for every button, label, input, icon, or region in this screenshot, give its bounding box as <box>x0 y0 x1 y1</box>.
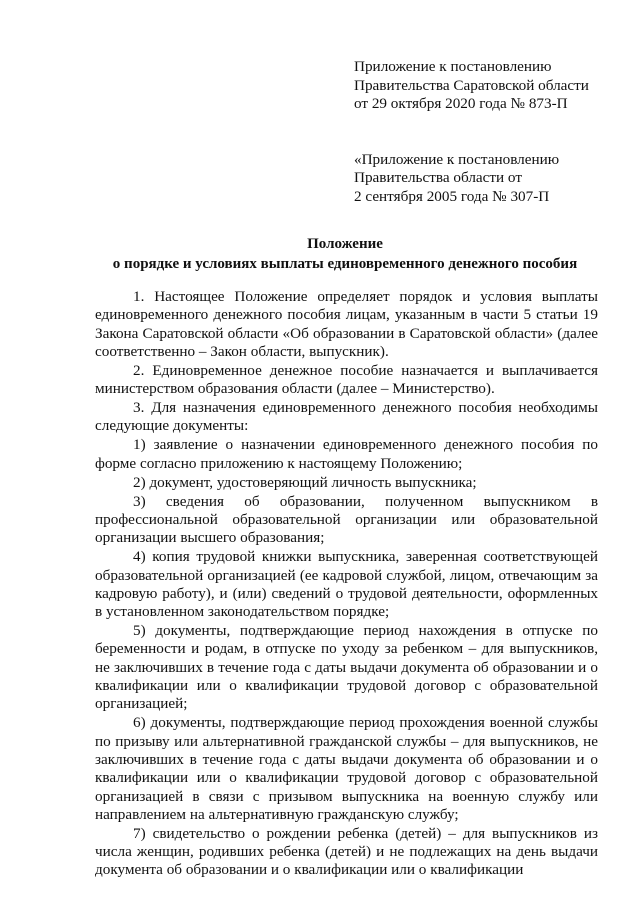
appendix-line: от 29 октября 2020 года № 873-П <box>354 95 568 112</box>
title-subheading: о порядке и условиях выплаты единовременного денежного пособия <box>112 256 578 272</box>
document-title <box>95 234 595 274</box>
document-body <box>95 288 598 880</box>
appendix-header <box>354 58 614 206</box>
appendix-line: Правительства Саратовской области <box>354 76 589 94</box>
appendix-line: Приложение к постановлению <box>354 58 552 75</box>
list-item-paragraph: 4) копия трудовой книжки выпускника, заверенная соответствующей образовательной организацией (ее кадровой службой, лицом, отвечающим за кадровую работу), и (или) сведений о трудовой деятельности, оформленных в установленном законодательством порядке; <box>95 548 598 621</box>
list-item-paragraph: 3) сведения об образовании, полученном выпускником в профессиональной образовательной организации или образовательной организации высшего образования; <box>95 492 598 547</box>
previous-appendix-line: «Приложение к постановлению <box>354 150 560 168</box>
paragraph: 2. Единовременное денежное пособие назначается и выплачивается министерством образования области (далее – Министерство). <box>95 361 598 398</box>
title-heading: Положение <box>307 236 383 252</box>
previous-appendix-line: 2 сентября 2005 года № 307-П <box>354 187 550 205</box>
list-item-paragraph: 7) свидетельство о рождении ребенка (детей) – для выпускников из числа женщин, родивших ребенка (детей) и не подлежащих на день выдачи документа об образовании и о квалификации или о квалификации <box>95 824 598 879</box>
previous-appendix-line: Правительства области от <box>354 169 522 186</box>
list-item-paragraph: 2) документ, удостоверяющий личность выпускника; <box>133 473 477 491</box>
paragraph: 3. Для назначения единовременного денежного пособия необходимы следующие документы: <box>95 399 598 435</box>
list-item-paragraph: 5) документы, подтверждающие период нахождения в отпуске по беременности и родам, в отпуске по уходу за ребенком – для выпускников, не заключивших в течение года с даты выдачи документа об образовании и о квалификации или о квалификации трудовой договор с образовательной организацией; <box>95 622 598 713</box>
paragraph: 1. Настоящее Положение определяет порядок и условия выплаты единовременного денежного пособия лицам, указанным в части 5 статьи 19 Закона Саратовской области «Об образовании в Саратовской области» (далее соответственно – Закон области, выпускник). <box>95 288 598 360</box>
previous-appendix-reference <box>354 151 614 207</box>
list-item-paragraph: 6) документы, подтверждающие период прохождения военной службы по призыву или альтернативной гражданской службы – для выпускников, не заключивших в течение года с даты выдачи документа об образовании и о квалификации или о квалификации трудовой договор с образовательной организацией в связи с призывом выпускника на военную службу или направлением на альтернативную гражданскую службу; <box>95 714 598 823</box>
appendix-reference <box>354 58 614 114</box>
list-item-paragraph: 1) заявление о назначении единовременного денежного пособия по форме согласно приложению к настоящему Положению; <box>95 436 598 472</box>
